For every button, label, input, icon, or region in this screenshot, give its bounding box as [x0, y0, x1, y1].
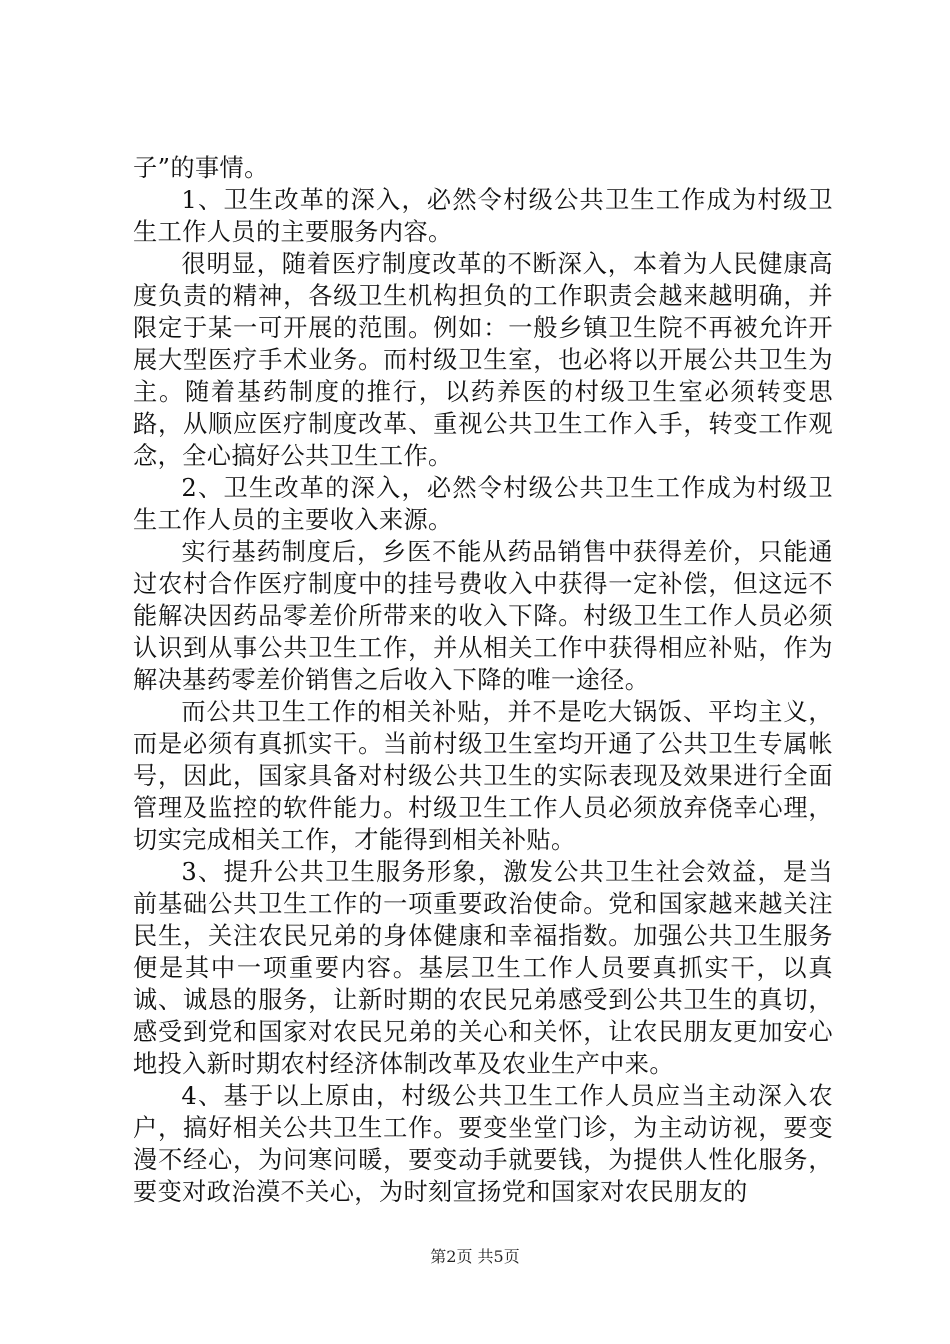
- paragraph-point-4: 4、基于以上原由，村级公共卫生工作人员应当主动深入农户，搞好相关公共卫生工作。要变坐堂门诊，为主动访视，要变漫不经心，为问寒问暖，要变动手就要钱，为提供人性化服务，要变对政治漠不关心，为时刻宣扬党和国家对农民朋友的: [133, 1082, 833, 1206]
- paragraph-point-2: 2、卫生改革的深入，必然令村级公共卫生工作成为村级卫生工作人员的主要收入来源。: [133, 474, 833, 534]
- paragraph-point-2-detail: 实行基药制度后，乡医不能从药品销售中获得差价，只能通过农村合作医疗制度中的挂号费收入中获得一定补偿，但这远不能解决因药品零差价所带来的收入下降。村级卫生工作人员必须认识到从事公共卫生工作，并从相关工作中获得相应补贴，作为解决基药零差价销售之后收入下降的唯一途径。: [133, 538, 833, 694]
- page-number-footer: 第2页 共5页: [430, 1247, 520, 1266]
- paragraph-point-1: 1、卫生改革的深入，必然令村级公共卫生工作成为村级卫生工作人员的主要服务内容。: [133, 186, 833, 246]
- document-body: [133, 152, 833, 1208]
- paragraph-point-3: 3、提升公共卫生服务形象，激发公共卫生社会效益，是当前基础公共卫生工作的一项重要政治使命。党和国家越来越关注民生，关注农民兄弟的身体健康和幸福指数。加强公共卫生服务便是其中一项重要内容。基层卫生工作人员要真抓实干，以真诚、诚恳的服务，让新时期的农民兄弟感受到公共卫生的真切，感受到党和国家对农民兄弟的关心和关怀，让农民朋友更加安心地投入新时期农村经济体制改革及农业生产中来。: [133, 858, 833, 1078]
- paragraph-continuation: 子”的事情。: [133, 154, 269, 182]
- paragraph-point-2-subsidy: 而公共卫生工作的相关补贴，并不是吃大锅饭、平均主义，而是必须有真抓实干。当前村级卫生室均开通了公共卫生专属帐号，因此，国家具备对村级公共卫生的实际表现及效果进行全面管理及监控的软件能力。村级卫生工作人员必须放弃侥幸心理，切实完成相关工作，才能得到相关补贴。: [133, 698, 833, 854]
- paragraph-point-1-detail: 很明显，随着医疗制度改革的不断深入，本着为人民健康高度负责的精神，各级卫生机构担负的工作职责会越来越明确，并限定于某一可开展的范围。例如：一般乡镇卫生院不再被允许开展大型医疗手术业务。而村级卫生室，也必将以开展公共卫生为主。随着基药制度的推行，以药养医的村级卫生室必须转变思路，从顺应医疗制度改革、重视公共卫生工作入手，转变工作观念，全心搞好公共卫生工作。: [133, 250, 833, 470]
